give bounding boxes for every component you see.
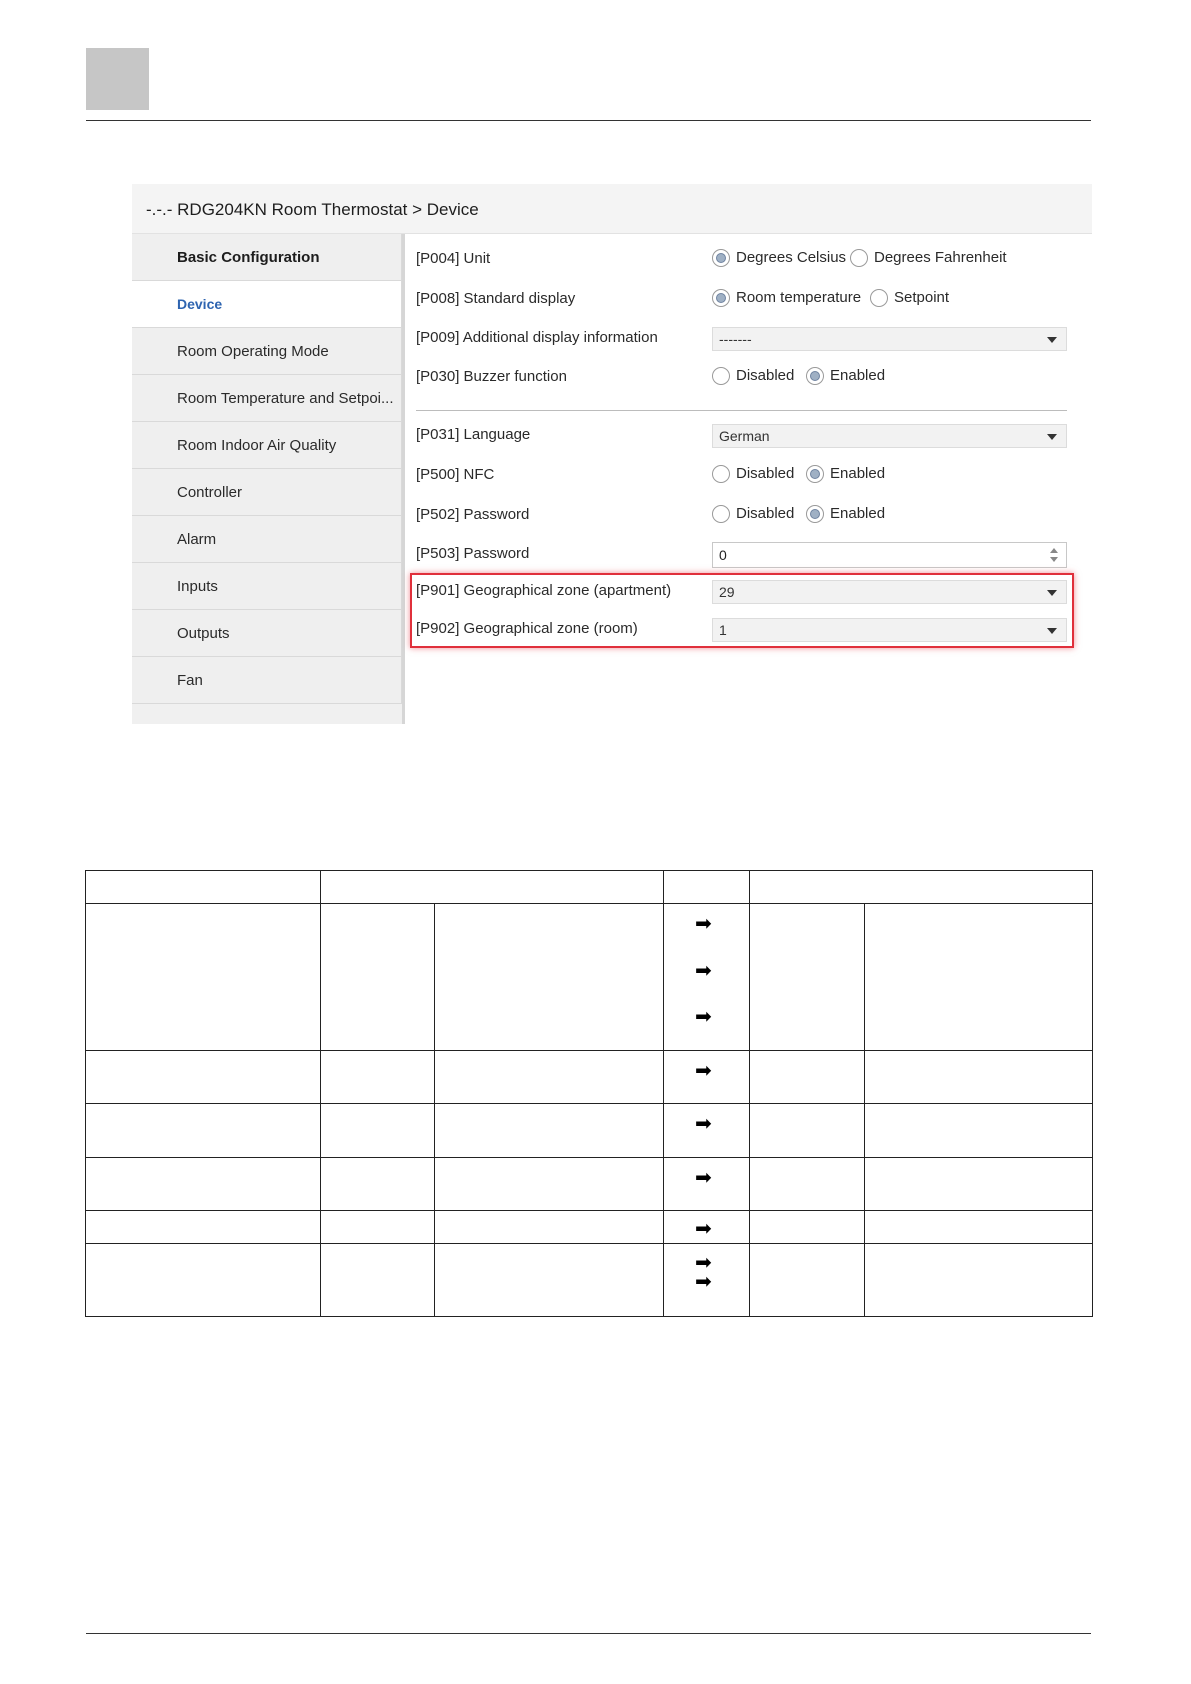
sidebar-item-label: Controller (177, 484, 243, 501)
chapter-marker (86, 48, 149, 110)
sidebar-item-room-operating-mode[interactable] (132, 328, 402, 375)
table-border (85, 870, 86, 1317)
window-title: -.-.- RDG204KN Room Thermostat > Device (146, 200, 479, 219)
arrow-right-icon: ➡ (695, 1165, 712, 1189)
radio-label: Room temperature (736, 289, 862, 306)
param-label-additional-display: [P009] Additional display information (416, 329, 658, 346)
spin-down-icon[interactable] (1050, 557, 1058, 562)
radio-room-temperature[interactable] (712, 289, 730, 307)
sidebar-item-fan[interactable] (132, 657, 402, 704)
radio-password-disabled[interactable] (712, 505, 730, 523)
sidebar-item-label: Room Operating Mode (177, 343, 329, 360)
sidebar-item-alarm[interactable] (132, 516, 402, 563)
sidebar-item-inputs[interactable] (132, 563, 402, 610)
sidebar-item-device[interactable] (132, 281, 402, 328)
unit-radio-group (712, 249, 1032, 271)
table-row-divider (85, 1243, 1093, 1244)
password-spinner[interactable] (712, 542, 1067, 568)
table-row-divider (85, 903, 1093, 904)
arrow-right-icon: ➡ (695, 1216, 712, 1240)
dropdown-value: ------- (719, 331, 752, 347)
param-label-zone-apartment: [P901] Geographical zone (apartment) (416, 582, 672, 599)
radio-label: Disabled (736, 465, 795, 482)
param-label-zone-room: [P902] Geographical zone (room) (416, 620, 638, 637)
display-radio-group (712, 289, 1032, 311)
radio-password-enabled[interactable] (806, 505, 824, 523)
sidebar-item-label: Device (177, 296, 223, 312)
ets-parameter-screenshot (132, 184, 1092, 724)
arrow-right-icon: ➡ (695, 958, 712, 982)
additional-display-dropdown[interactable] (712, 327, 1067, 351)
arrow-right-icon: ➡ (695, 1111, 712, 1135)
arrow-right-icon: ➡ (695, 911, 712, 935)
radio-buzzer-disabled[interactable] (712, 367, 730, 385)
dropdown-value: 1 (719, 622, 727, 638)
radio-setpoint[interactable] (870, 289, 888, 307)
table-border (85, 870, 1093, 871)
sidebar-item-label: Inputs (177, 578, 218, 595)
param-label-password-enable: [P502] Password (416, 506, 530, 523)
radio-label: Enabled (830, 505, 886, 522)
nfc-radio-group (712, 465, 912, 487)
sidebar (132, 234, 405, 724)
window-header (132, 184, 1092, 234)
sidebar-item-basic-configuration[interactable] (132, 234, 402, 281)
arrow-right-icon: ➡ (695, 1269, 712, 1293)
radio-degrees-celsius[interactable] (712, 249, 730, 267)
param-label-password-value: [P503] Password (416, 545, 530, 562)
spin-up-icon[interactable] (1050, 548, 1058, 553)
table-col-divider (864, 903, 865, 1317)
mapping-table (85, 870, 1093, 1317)
language-dropdown[interactable] (712, 424, 1067, 448)
table-border (85, 1316, 1093, 1317)
chevron-down-icon (1047, 434, 1057, 440)
table-border (1092, 870, 1093, 1317)
param-label-unit: [P004] Unit (416, 250, 491, 267)
arrow-right-icon: ➡ (695, 1250, 712, 1274)
highlight-box (410, 573, 1074, 648)
table-col-divider (663, 870, 664, 1317)
arrow-right-icon: ➡ (695, 1004, 712, 1028)
sidebar-item-room-temperature[interactable] (132, 375, 402, 422)
table-row-divider (85, 1210, 1093, 1211)
sidebar-item-label: Outputs (177, 625, 230, 642)
sidebar-item-label: Basic Configuration (177, 249, 320, 266)
radio-label: Disabled (736, 367, 795, 384)
radio-buzzer-enabled[interactable] (806, 367, 824, 385)
radio-nfc-disabled[interactable] (712, 465, 730, 483)
radio-label: Enabled (830, 367, 886, 384)
table-row-divider (85, 1157, 1093, 1158)
radio-label: Degrees Celsius (736, 249, 847, 266)
table-row-divider (85, 1050, 1093, 1051)
param-label-buzzer: [P030] Buzzer function (416, 368, 567, 385)
header-rule (86, 120, 1091, 121)
radio-nfc-enabled[interactable] (806, 465, 824, 483)
sidebar-item-label: Alarm (177, 531, 217, 548)
chevron-down-icon (1047, 337, 1057, 343)
radio-label: Degrees Fahrenheit (874, 249, 1007, 266)
table-row-divider (85, 1103, 1093, 1104)
radio-label: Disabled (736, 505, 795, 522)
sidebar-item-controller[interactable] (132, 469, 402, 516)
table-col-divider (320, 870, 321, 1317)
sidebar-item-indoor-air-quality[interactable] (132, 422, 402, 469)
arrow-right-icon: ➡ (695, 1058, 712, 1082)
radio-label: Setpoint (894, 289, 950, 306)
sidebar-item-label: Room Temperature and Setpoi... (177, 390, 394, 407)
dropdown-value: 29 (719, 584, 735, 600)
table-col-divider (434, 903, 435, 1317)
password-radio-group (712, 505, 912, 527)
radio-degrees-fahrenheit[interactable] (850, 249, 868, 267)
radio-label: Enabled (830, 465, 886, 482)
spinner-value: 0 (719, 547, 727, 563)
sidebar-item-label: Room Indoor Air Quality (177, 437, 337, 454)
dropdown-value: German (719, 428, 770, 444)
section-divider (416, 410, 1067, 411)
param-label-nfc: [P500] NFC (416, 466, 495, 483)
table-col-divider (749, 870, 750, 1317)
param-label-language: [P031] Language (416, 426, 531, 443)
sidebar-item-label: Fan (177, 672, 203, 689)
footer-rule (86, 1633, 1091, 1634)
buzzer-radio-group (712, 367, 912, 389)
sidebar-item-outputs[interactable] (132, 610, 402, 657)
param-label-standard-display: [P008] Standard display (416, 290, 576, 307)
